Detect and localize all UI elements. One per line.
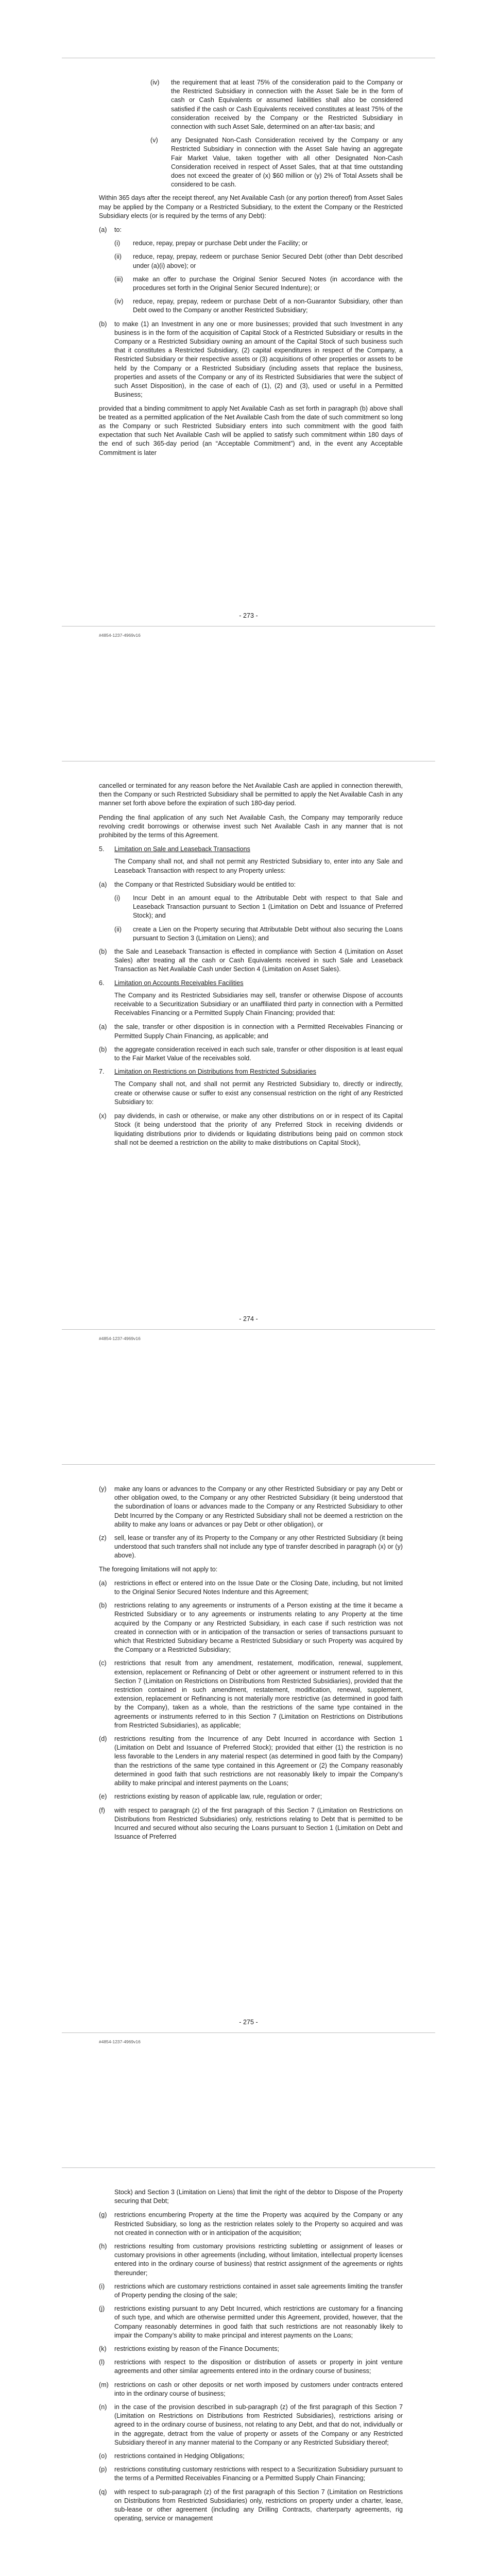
- list-item: [99, 1792, 403, 1801]
- list-item: [99, 2282, 403, 2300]
- list-item-text: restrictions that result from any amendment, restatement, modification, renewal, supplement, extension, replacement or Refinancing of Debt or other agreement or instrument referred to in this Section 7 (Limitation on Restrictions on Distributions from Restricted Subsidiaries), provided that the restriction contained in such amendment, restatement, modification, renewal, supplement, extension, replacement or Refinancing is not materially more restrictive (as determined in good faith by the Company), taken as a whole, than the restrictions of the same type contained in the agreements or instruments referred to in this Section 7 (Limitation on Restrictions on Distributions from Restricted Subsidiaries), as applicable;: [114, 1659, 403, 1729]
- list-item-label: (i): [99, 2282, 105, 2290]
- list-item-label: (n): [99, 2403, 107, 2411]
- list-item-label: (q): [99, 2488, 107, 2496]
- section-title: Limitation on Accounts Receivables Facilities: [114, 979, 244, 987]
- list-item: [99, 1112, 403, 1147]
- list-item-label: (b): [99, 948, 107, 956]
- list-item-text: restrictions which are customary restrictions contained in asset sale agreements limiting the transfer of Property pending the closing of the sale;: [114, 2282, 403, 2299]
- list-item: [99, 226, 403, 234]
- list-item-text: restrictions existing pursuant to any Debt Incurred, which restrictions are customary for a financing of such type, and which are otherwise permitted under this Agreement, provided, however, that the Company reasonably determines in good faith that such restrictions are not reasonably likely to impair the Company’s ability to make principal and interest payments on the Loans;: [114, 2305, 403, 2339]
- document-reference-footer: #4854-1237-4969v16: [99, 2039, 141, 2044]
- list-item: [99, 320, 403, 400]
- list-item-label: (h): [99, 2243, 107, 2250]
- list-item: [99, 1045, 403, 1063]
- list-item-text: restrictions constituting customary restrictions with respect to a Securitization Subsidiary pursuant to the terms of a Permitted Receivables Financing or a Permitted Supply Chain Financing;: [114, 2466, 403, 2482]
- document-page: [0, 2110, 497, 2576]
- list-item-label: (e): [99, 1793, 107, 1801]
- page-number: - 273 -: [239, 612, 258, 619]
- list-item-label: (f): [99, 1806, 105, 1814]
- list-item: [99, 2242, 403, 2278]
- section-heading: [99, 1067, 403, 1076]
- section-heading: [99, 845, 403, 854]
- paragraph: The Company and its Restricted Subsidiaries may sell, transfer or otherwise Dispose of accounts receivable to a Securitization Subsidiary or an unaffiliated third party in connection with a Permitted Receivables Financing or a Permitted Supply Chain Financing; provided that:: [114, 991, 403, 1017]
- paragraph: The foregoing limitations will not apply to:: [99, 1565, 218, 1573]
- list-item: [99, 2452, 403, 2461]
- list-item-label: (b): [99, 320, 107, 328]
- list-item: [114, 252, 403, 270]
- list-item-text: the Sale and Leaseback Transaction is effected in compliance with Section 4 (Limitation on Asset Sales) after treating all the cash or Cash Equivalents received in such Sale and Leaseback Transaction as Net Available Cash under Section 4 (Limitation on Asset Sales).: [114, 948, 403, 973]
- list-item-label: (a): [99, 1579, 107, 1587]
- page-top-rule: [62, 2167, 435, 2168]
- list-item-label: (iv): [114, 298, 124, 306]
- list-item-label: (d): [99, 1735, 107, 1743]
- document-reference-footer: #4854-1237-4969v16: [99, 633, 141, 638]
- list-item-label: (i): [114, 240, 121, 247]
- list-item-label: (g): [99, 2211, 107, 2219]
- list-item-label: (i): [114, 894, 121, 902]
- list-item: [99, 1659, 403, 1730]
- section-heading: [99, 979, 403, 988]
- list-item-text: the aggregate consideration received in each such sale, transfer or other disposition is at least equal to the Fair Market Value of the receivables sold.: [114, 1045, 403, 1062]
- list-item-text: any Designated Non-Cash Consideration received by the Company or any Restricted Subsidiary in connection with the Asset Sale having an aggregate Fair Market Value, taken together with all other Designated Non-Cash Consideration received in respect of Asset Sales, that at that time outstanding does not exceed the greater of (x) $60 million or (y) 2% of Total Assets shall be considered to be cash.: [171, 137, 403, 189]
- list-item-label: (iv): [150, 79, 160, 86]
- list-item-text: reduce, repay, prepay, redeem or purchase Debt of a non-Guarantor Subsidiary, other than Debt owed to the Company or another Restricted Subsidiary;: [133, 298, 403, 314]
- list-item-label: (v): [150, 137, 158, 144]
- list-item-label: (o): [99, 2452, 107, 2460]
- list-item: [114, 239, 403, 248]
- page-body: [99, 1485, 403, 1846]
- list-item-label: (b): [99, 1045, 107, 1053]
- list-item-label: (p): [99, 2466, 107, 2473]
- list-item-text: restrictions on cash or other deposits or net worth imposed by customers under contracts entered into in the ordinary course of business;: [114, 2381, 403, 2397]
- list-item-text: restrictions resulting from customary provisions restricting subletting or assignment of leases or customary provisions in other agreements (including, without limitation, intellectual property licenses entered into in the ordinary course of business) that restrict assignment of the agreements or rights thereunder;: [114, 2243, 403, 2277]
- list-item: [99, 1579, 403, 1597]
- page-top-rule: [62, 1464, 435, 1465]
- section-number: 7.: [99, 1068, 105, 1076]
- list-item-label: (x): [99, 1112, 107, 1120]
- list-item-text: the sale, transfer or other disposition is in connection with a Permitted Receivables Financing or Permitted Supply Chain Financing, as applicable; and: [114, 1023, 403, 1040]
- document-page: [0, 1406, 497, 2110]
- list-item-text: restrictions existing by reason of applicable law, rule, regulation or order;: [114, 1793, 322, 1801]
- list-item-label: (iii): [114, 275, 123, 283]
- document-page: [0, 703, 497, 1406]
- list-item: [99, 2211, 403, 2238]
- list-item-label: (b): [99, 1602, 107, 1609]
- section-number: 6.: [99, 979, 105, 987]
- list-item: [150, 136, 403, 189]
- list-item-text: restrictions resulting from the Incurrence of any Debt Incurred in accordance with Section 1 (Limitation on Debt and Issuance of Preferred Stock); provided that either (1) the restriction is no less favorable to the Lenders in any material respect (as determined in good faith by the Company) than the restrictions of the same type contained in this Agreement or (2) the Company reasonably determined in good faith that such restrictions are not reasonably likely to impair the Company’s ability to make principal and interest payments on the Loans;: [114, 1735, 403, 1787]
- list-item: [99, 1023, 403, 1040]
- list-item: [99, 1601, 403, 1654]
- section-title: Limitation on Sale and Leaseback Transactions: [114, 845, 250, 853]
- list-item-label: (y): [99, 1485, 107, 1493]
- page-body: [99, 2188, 403, 2528]
- list-item: [114, 925, 403, 943]
- list-item: [99, 947, 403, 974]
- list-item-label: (l): [99, 2359, 105, 2366]
- list-item-text: restrictions with respect to the disposition or distribution of assets or property in joint venture agreements and other similar agreements entered into in the ordinary course of business;: [114, 2359, 403, 2375]
- list-item-label: (j): [99, 2305, 105, 2313]
- list-item-text: to:: [114, 226, 122, 234]
- list-item-text: sell, lease or transfer any of its Property to the Company or any other Restricted Subsidiary (it being understood that such transfers shall not include any type of transfer described in paragraph (x) or (y) above).: [114, 1534, 403, 1560]
- list-item: [99, 2358, 403, 2376]
- list-item-label: (k): [99, 2345, 107, 2353]
- list-item-text: restrictions encumbering Property at the time the Property was acquired by the Company or any Restricted Subsidiary, so long as the restriction relates solely to the Property so acquired and was not created in connection with or in anticipation of the acquisition;: [114, 2211, 403, 2236]
- list-item: [99, 2381, 403, 2398]
- list-item-text: in the case of the provision described in sub-paragraph (z) of the first paragraph of this Section 7 (Limitation on Restrictions on Distributions from Restricted Subsidiaries), restrictions arising or agreed to in the ordinary course of business, not relating to any Debt, and that do not, individually or in the aggregate, detract from the value of property or assets of the Company or any Restricted Subsidiary thereof in any manner material to the Company or any Restricted Subsidiary thereof;: [114, 2403, 403, 2446]
- list-item: [99, 2304, 403, 2340]
- list-item: [99, 1534, 403, 1561]
- page-body: [99, 782, 403, 1152]
- list-item: [99, 2403, 403, 2447]
- list-item-text: restrictions contained in Hedging Obligations;: [114, 2452, 245, 2460]
- section-number: 5.: [99, 845, 105, 853]
- page-body: [99, 78, 403, 463]
- list-item-label: (ii): [114, 253, 122, 261]
- paragraph: cancelled or terminated for any reason before the Net Available Cash are applied in connection therewith, then the Company or such Restricted Subsidiary shall be permitted to apply the Net Available Cash in any manner set forth above before the expiration of such 180-day period.: [99, 782, 403, 807]
- list-item-text: reduce, repay, prepay, redeem or purchase Senior Secured Debt (other than Debt described under (a)(i) above); or: [133, 253, 403, 269]
- list-item-label: (a): [99, 880, 107, 888]
- paragraph: The Company shall not, and shall not permit any Restricted Subsidiary to, enter into any Sale and Leaseback Transaction with respect to any Property unless:: [114, 858, 403, 874]
- list-item-text: make any loans or advances to the Company or any other Restricted Subsidiary or pay any Debt or other obligation owed, to the Company or any other Restricted Subsidiary (it being understood that the subordination of loans or advances made to the Company or any Restricted Subsidiary to other Debt Incurred by the Company or any Restricted Subsidiary shall not be deemed a restriction on the ability to make any loans or advances or pay Debt or other obligation), or: [114, 1485, 403, 1528]
- list-item: [114, 275, 403, 293]
- list-item: [99, 2465, 403, 2483]
- document-reference-footer: #4854-1237-4969v16: [99, 1336, 141, 1341]
- list-item-label: (a): [99, 226, 107, 234]
- list-item-text: restrictions in effect or entered into on the Issue Date or the Closing Date, including, but not limited to the Original Senior Secured Notes Indenture and this Agreement;: [114, 1579, 403, 1596]
- list-item-text: the requirement that at least 75% of the consideration paid to the Company or the Restricted Subsidiary in connection with the Asset Sale be in the form of cash or Cash Equivalents or assumed liabilities shall also be considered satisfied if the cash or Cash Equivalents received constitutes at least 75% of the consideration received by the Company or the Restricted Subsidiary in connection with such Asset Sale, determined on an after-tax basis; and: [171, 79, 403, 131]
- page-bottom-rule: [62, 2032, 435, 2033]
- paragraph: provided that a binding commitment to apply Net Available Cash as set forth in paragraph (b) above shall be treated as a permitted application of the Net Available Cash from the date of such commitment so long as the Company or such Restricted Subsidiary enters into such commitment with the good faith expectation that such Net Available Cash will be applied to satisfy such commitment within 180 days of the end of such 365-day period (an “Acceptable Commitment”) and, in the event any Acceptable Commitment is later: [99, 404, 403, 456]
- list-item: [99, 1485, 403, 1529]
- paragraph: Pending the final application of any such Net Available Cash, the Company may temporarily reduce revolving credit borrowings or otherwise invest such Net Available Cash in any manner that is not prohibited by the terms of this Agreement.: [99, 814, 403, 839]
- list-item-text: the Company or that Restricted Subsidiary would be entitled to:: [114, 880, 296, 888]
- list-item-label: (z): [99, 1534, 107, 1542]
- paragraph: Stock) and Section 3 (Limitation on Liens) that limit the right of the debtor to Dispose of the Property securing that Debt;: [114, 2189, 403, 2205]
- list-item-text: to make (1) an Investment in any one or more businesses; provided that such Investment in any business is in the form of the acquisition of Capital Stock of a Restricted Subsidiary or results in the Company or a Restricted Subsidiary owning an amount of the Capital Stock of such business such that it constitutes a Restricted Subsidiary, (2) capital expenditures in respect of the Company, a Restricted Subsidiary or their respective assets or (3) acquisitions of other properties or assets to be held by the Company or a Restricted Subsidiary (including assets that replace the business, properties and assets of the Company or any of its Restricted Subsidiaries that were the subject of such Asset Disposition), in the case of each of (1), (2) and (3), used or useful in a Permitted Business;: [114, 320, 403, 399]
- list-item-text: reduce, repay, prepay or purchase Debt under the Facility; or: [133, 240, 308, 247]
- list-item: [114, 894, 403, 921]
- list-item-label: (m): [99, 2381, 109, 2388]
- list-item-text: make an offer to purchase the Original Senior Secured Notes (in accordance with the procedures set forth in the Original Senior Secured Indenture); or: [133, 275, 403, 292]
- list-item-label: (c): [99, 1659, 107, 1667]
- list-item: [99, 2345, 403, 2353]
- list-item: [99, 880, 403, 889]
- page-bottom-rule: [62, 1329, 435, 1330]
- list-item-text: restrictions existing by reason of the Finance Documents;: [114, 2345, 279, 2353]
- list-item-text: create a Lien on the Property securing that Attributable Debt without also securing the Loans pursuant to Section 3 (Limitation on Liens); and: [133, 925, 403, 942]
- list-item: [99, 2488, 403, 2523]
- list-item-text: Incur Debt in an amount equal to the Attributable Debt with respect to that Sale and Leaseback Transaction pursuant to Section 1 (Limitation on Debt and Issuance of Preferred Stock); and: [133, 894, 403, 920]
- page-number: - 274 -: [239, 1315, 258, 1323]
- document-page: [0, 0, 497, 703]
- list-item-text: restrictions relating to any agreements or instruments of a Person existing at the time it became a Restricted Subsidiary or to any agreements or instruments relating to any Property at the time acquired by the Company or any Restricted Subsidiary, in each case if such restriction was not created in connection with or in anticipation of the transaction or series of transactions pursuant to which that Restricted Subsidiary became a Restricted Subsidiary or such Property was acquired by the Company or a Restricted Subsidiary;: [114, 1602, 403, 1654]
- page-number: - 275 -: [239, 2019, 258, 2026]
- list-item-label: (ii): [114, 925, 122, 933]
- list-item-text: with respect to sub-paragraph (z) of the first paragraph of this Section 7 (Limitation on Restrictions on Distributions from Restricted Subsidiaries) only, restrictions on property under a charter, lease, sub-lease or other agreement (including any Drilling Contracts, charterparty agreements, rig operating, service or management: [114, 2488, 403, 2522]
- list-item-text: pay dividends, in cash or otherwise, or make any other distributions on or in respect of its Capital Stock (it being understood that the priority of any Preferred Stock in receiving dividends or liquidating distributions prior to dividends or liquidating distributions being paid on common stock shall not be deemed a restriction on the ability to make distributions on Capital Stock),: [114, 1112, 403, 1146]
- section-title: Limitation on Restrictions on Distributions from Restricted Subsidiaries: [114, 1068, 316, 1076]
- list-item: [114, 297, 403, 315]
- list-item: [99, 1735, 403, 1788]
- list-item: [99, 1806, 403, 1842]
- list-item-label: (a): [99, 1023, 107, 1031]
- paragraph: The Company shall not, and shall not permit any Restricted Subsidiary to, directly or indirectly, create or otherwise cause or suffer to exist any consensual restriction on the right of any Restricted Subsidiary to:: [114, 1080, 403, 1106]
- list-item: [150, 78, 403, 131]
- list-item-text: with respect to paragraph (z) of the first paragraph of this Section 7 (Limitation on Restrictions on Distributions from Restricted Subsidiaries) only, restrictions relating to Debt that is permitted to be Incurred and secured without also securing the Loans pursuant to Section 1 (Limitation on Debt and Issuance of Preferred: [114, 1806, 403, 1841]
- paragraph: Within 365 days after the receipt thereof, any Net Available Cash (or any portion thereof) from Asset Sales may be applied by the Company or a Restricted Subsidiary, to the extent the Company or the Restricted Subsidiary elects (or is required by the terms of any Debt):: [99, 194, 403, 219]
